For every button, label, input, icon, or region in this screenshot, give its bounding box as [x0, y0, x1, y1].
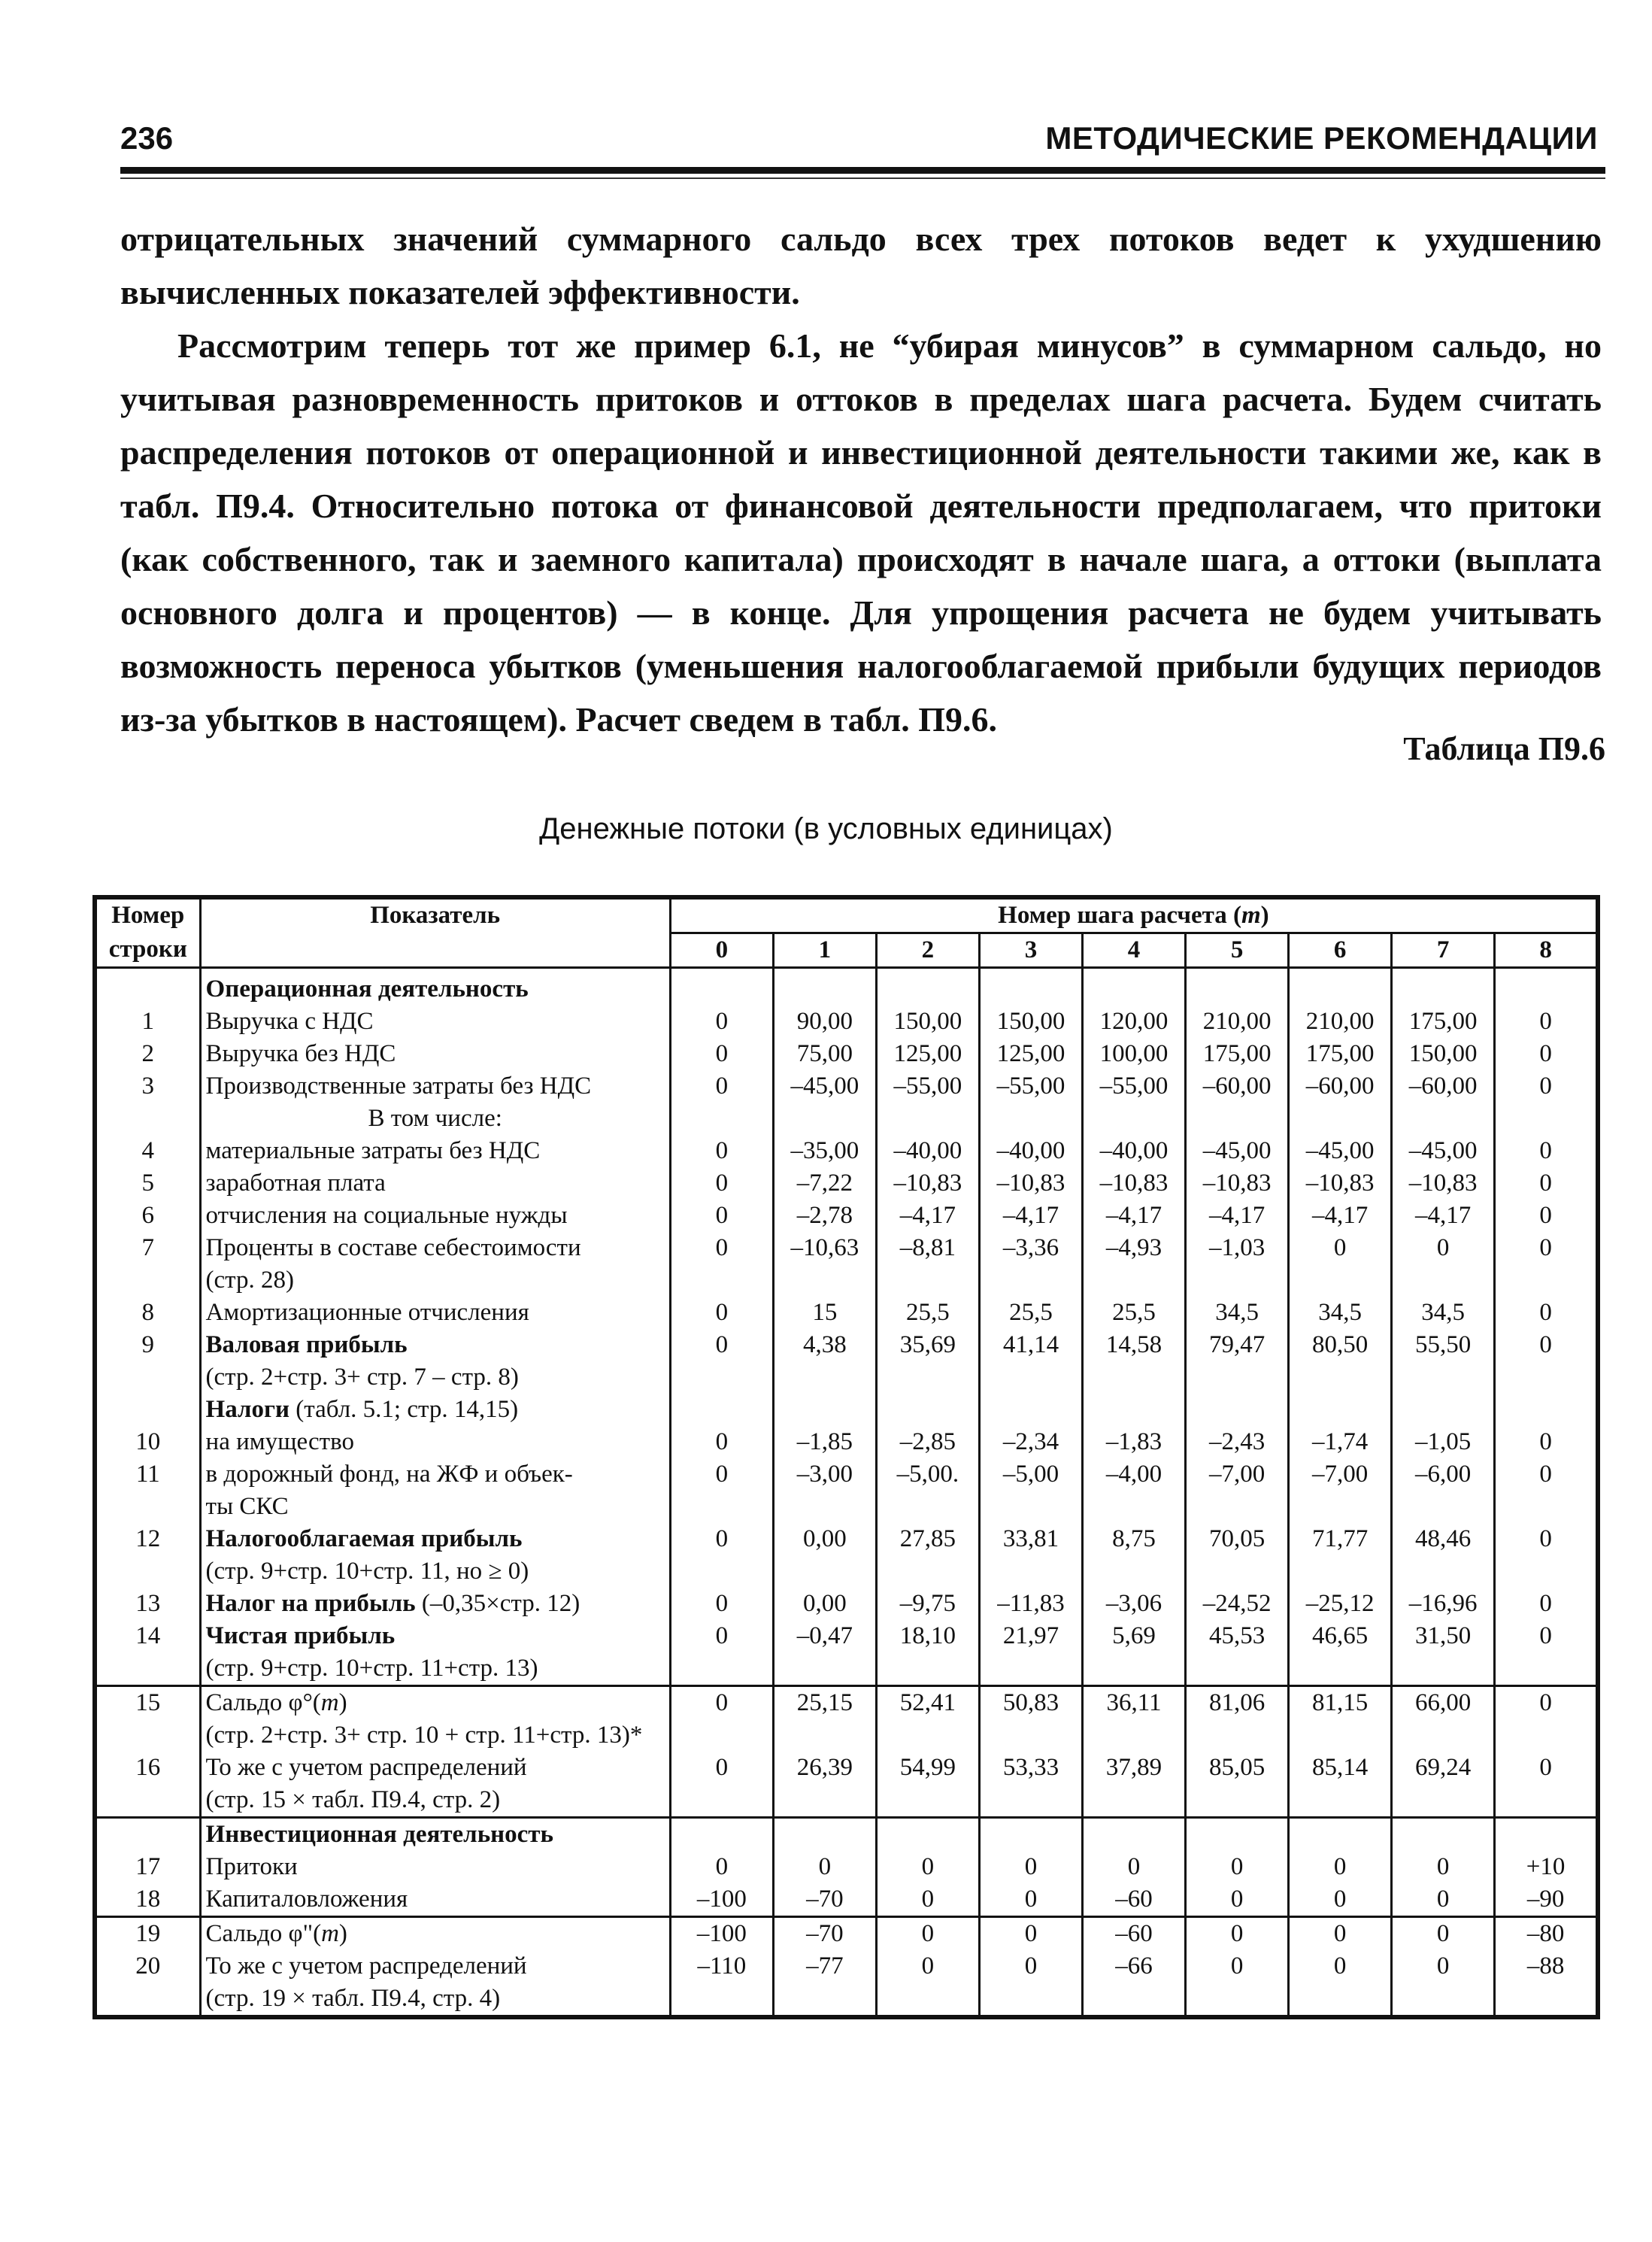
- table-cell: 36,11: [1083, 1686, 1186, 1752]
- table-cell: 0: [1186, 1883, 1289, 1917]
- table-cell: 0: [979, 1883, 1082, 1917]
- row-number: 13: [95, 1588, 200, 1620]
- including-row: [95, 1103, 1598, 1135]
- table-cell: 0: [1495, 1523, 1598, 1588]
- table-cell: 0: [1495, 1752, 1598, 1818]
- table-row: [95, 1070, 1598, 1103]
- row-number: 17: [95, 1851, 200, 1883]
- table-cell: –60: [1083, 1883, 1186, 1917]
- table-cell: 0: [1186, 1917, 1289, 1951]
- table-cell: 0: [1495, 1426, 1598, 1458]
- table-cell: 71,77: [1289, 1523, 1392, 1588]
- table-cell: –45,00: [773, 1070, 876, 1103]
- row-number: 3: [95, 1070, 200, 1103]
- step-5: 5: [1186, 933, 1289, 968]
- table-header-row-1: [95, 897, 1598, 933]
- table-cell: –70: [773, 1917, 876, 1951]
- table-cell: 100,00: [1083, 1038, 1186, 1070]
- table-cell: –3,06: [1083, 1588, 1186, 1620]
- table-cell: 31,50: [1392, 1620, 1495, 1686]
- table-cell: –100: [670, 1917, 773, 1951]
- table-cell: 150,00: [876, 1006, 979, 1038]
- table-header-row-2: [95, 933, 1598, 968]
- table-cell: 0: [670, 1135, 773, 1167]
- row-number: 10: [95, 1426, 200, 1458]
- table-cell: 0: [876, 1950, 979, 2017]
- table-cell: 54,99: [876, 1752, 979, 1818]
- including-label: В том числе:: [200, 1103, 670, 1135]
- indicator-label: Проценты в составе себестоимости (стр. 28): [200, 1232, 670, 1297]
- table-cell: –55,00: [1083, 1070, 1186, 1103]
- table-cell: –2,85: [876, 1426, 979, 1458]
- row-number: 5: [95, 1167, 200, 1200]
- row-number: 19: [95, 1917, 200, 1951]
- row-number: 1: [95, 1006, 200, 1038]
- table-cell: –4,17: [1289, 1200, 1392, 1232]
- table-cell: 0: [979, 1851, 1082, 1883]
- table-cell: 0: [1495, 1686, 1598, 1752]
- table-cell: 34,5: [1289, 1297, 1392, 1329]
- table-cell: –55,00: [876, 1070, 979, 1103]
- table-cell: 175,00: [1392, 1006, 1495, 1038]
- step-1: 1: [773, 933, 876, 968]
- table-cell: –10,83: [1186, 1167, 1289, 1200]
- indicator-label: То же с учетом распределений (стр. 19 × табл. П9.4, стр. 4): [200, 1950, 670, 2017]
- table-cell: 120,00: [1083, 1006, 1186, 1038]
- table-row: [95, 1232, 1598, 1297]
- table-row: [95, 1200, 1598, 1232]
- table-cell: –6,00: [1392, 1458, 1495, 1523]
- table-cell: 50,83: [979, 1686, 1082, 1752]
- table-cell: 66,00: [1392, 1686, 1495, 1752]
- table-cell: 0: [1289, 1232, 1392, 1297]
- table-cell: 0: [1289, 1917, 1392, 1951]
- table-cell: 0: [1495, 1200, 1598, 1232]
- table-cell: 8,75: [1083, 1523, 1186, 1588]
- table-cell: –11,83: [979, 1588, 1082, 1620]
- table-row: [95, 1329, 1598, 1394]
- indicator-label: Налог на прибыль (–0,35×стр. 12): [200, 1588, 670, 1620]
- table-cell: 0: [670, 1297, 773, 1329]
- table-cell: –10,83: [1392, 1167, 1495, 1200]
- table-cell: 27,85: [876, 1523, 979, 1588]
- table-cell: 25,15: [773, 1686, 876, 1752]
- indicator-label: на имущество: [200, 1426, 670, 1458]
- table-cell: 0: [670, 1458, 773, 1523]
- table-cell: 25,5: [979, 1297, 1082, 1329]
- table-cell: –4,17: [979, 1200, 1082, 1232]
- table-cell: –100: [670, 1883, 773, 1917]
- table-cell: 79,47: [1186, 1329, 1289, 1394]
- indicator-label: заработная плата: [200, 1167, 670, 1200]
- table-label: Таблица П9.6: [1403, 730, 1605, 767]
- table-row: [95, 1752, 1598, 1818]
- table-row: [95, 1297, 1598, 1329]
- table-cell: –4,93: [1083, 1232, 1186, 1297]
- table-cell: 0: [1392, 1950, 1495, 2017]
- table-cell: 0: [670, 1329, 773, 1394]
- table-cell: 0: [1495, 1006, 1598, 1038]
- header-steps: Номер шага расчета (m): [670, 897, 1598, 933]
- table-cell: 21,97: [979, 1620, 1082, 1686]
- indicator-label: Амортизационные отчисления: [200, 1297, 670, 1329]
- table-cell: 150,00: [1392, 1038, 1495, 1070]
- table-cell: 0: [979, 1917, 1082, 1951]
- table-cell: –5,00: [979, 1458, 1082, 1523]
- table-cell: 90,00: [773, 1006, 876, 1038]
- step-7: 7: [1392, 933, 1495, 968]
- table-cell: 34,5: [1186, 1297, 1289, 1329]
- table-cell: 125,00: [979, 1038, 1082, 1070]
- table-cell: 0: [670, 1200, 773, 1232]
- table-cell: 33,81: [979, 1523, 1082, 1588]
- indicator-label: Чистая прибыль (стр. 9+стр. 10+стр. 11+стр. 13): [200, 1620, 670, 1686]
- table-cell: 25,5: [1083, 1297, 1186, 1329]
- table-row: [95, 1950, 1598, 2017]
- section-heading-row: [95, 1818, 1598, 1852]
- table-cell: –1,05: [1392, 1426, 1495, 1458]
- header-indicator-blank: [200, 933, 670, 968]
- table-cell: –10,83: [1289, 1167, 1392, 1200]
- table-cell: –7,22: [773, 1167, 876, 1200]
- table-cell: –0,47: [773, 1620, 876, 1686]
- table-cell: 0: [1392, 1232, 1495, 1297]
- row-number: 20: [95, 1950, 200, 2017]
- table-cell: 0: [1392, 1883, 1495, 1917]
- table-row: [95, 1135, 1598, 1167]
- taxes-label: Налоги (табл. 5.1; стр. 14,15): [200, 1394, 670, 1426]
- table-cell: 35,69: [876, 1329, 979, 1394]
- paragraph-1: отрицательных значений суммарного сальдо всех трех потоков ведет к ухудшению вычисленных показателей эффективности.: [120, 220, 1602, 311]
- indicator-label: Производственные затраты без НДС: [200, 1070, 670, 1103]
- running-head: [120, 113, 1598, 161]
- table-cell: 4,38: [773, 1329, 876, 1394]
- table-row: [95, 1883, 1598, 1917]
- table-cell: 0: [670, 1426, 773, 1458]
- table-cell: 53,33: [979, 1752, 1082, 1818]
- table-cell: 0: [670, 1851, 773, 1883]
- step-6: 6: [1289, 933, 1392, 968]
- table-cell: –60: [1083, 1917, 1186, 1951]
- investment-heading: Инвестиционная деятельность: [200, 1818, 670, 1852]
- table-cell: 0: [1083, 1851, 1186, 1883]
- indicator-label: Сальдо φ"(m): [200, 1917, 670, 1951]
- table-cell: 0: [1495, 1232, 1598, 1297]
- table-cell: –24,52: [1186, 1588, 1289, 1620]
- table-cell: 175,00: [1186, 1038, 1289, 1070]
- row-number: 9: [95, 1329, 200, 1394]
- table-cell: –110: [670, 1950, 773, 2017]
- table-cell: –77: [773, 1950, 876, 2017]
- table-cell: –4,17: [1392, 1200, 1495, 1232]
- row-number: 12: [95, 1523, 200, 1588]
- table-cell: –10,83: [979, 1167, 1082, 1200]
- table-cell: 75,00: [773, 1038, 876, 1070]
- table-cell: –8,81: [876, 1232, 979, 1297]
- table-cell: –40,00: [979, 1135, 1082, 1167]
- table-cell: 85,14: [1289, 1752, 1392, 1818]
- section-heading-row: [95, 968, 1598, 1006]
- table-body: [95, 968, 1598, 2018]
- table-cell: 48,46: [1392, 1523, 1495, 1588]
- table-cell: –45,00: [1392, 1135, 1495, 1167]
- table-cell: 0: [670, 1523, 773, 1588]
- table-cell: 0: [773, 1851, 876, 1883]
- table-row: [95, 1458, 1598, 1523]
- table-cell: 0: [1495, 1297, 1598, 1329]
- table-cell: –55,00: [979, 1070, 1082, 1103]
- table-cell: 0: [1392, 1851, 1495, 1883]
- step-3: 3: [979, 933, 1082, 968]
- table-caption: Денежные потоки (в условных единицах): [539, 812, 1113, 845]
- table-cell: –3,36: [979, 1232, 1082, 1297]
- table-cell: 0: [1289, 1851, 1392, 1883]
- table-cell: 26,39: [773, 1752, 876, 1818]
- table-cell: 81,06: [1186, 1686, 1289, 1752]
- table-cell: 34,5: [1392, 1297, 1495, 1329]
- table-cell: 0,00: [773, 1523, 876, 1588]
- row-number: 18: [95, 1883, 200, 1917]
- indicator-label: То же с учетом распределений (стр. 15 × табл. П9.4, стр. 2): [200, 1752, 670, 1818]
- step-0: 0: [670, 933, 773, 968]
- table-cell: 15: [773, 1297, 876, 1329]
- table-cell: –2,34: [979, 1426, 1082, 1458]
- table-cell: 5,69: [1083, 1620, 1186, 1686]
- header-indicator: Показатель: [200, 897, 670, 933]
- table-cell: –4,17: [1083, 1200, 1186, 1232]
- table-cell: –4,17: [1186, 1200, 1289, 1232]
- table-cell: 0: [670, 1620, 773, 1686]
- indicator-label: Валовая прибыль (стр. 2+стр. 3+ стр. 7 – стр. 8): [200, 1329, 670, 1394]
- table-cell: 0,00: [773, 1588, 876, 1620]
- table-cell: 85,05: [1186, 1752, 1289, 1818]
- table-cell: 210,00: [1186, 1006, 1289, 1038]
- table-cell: 70,05: [1186, 1523, 1289, 1588]
- row-number: 15: [95, 1686, 200, 1752]
- table-cell: 0: [1186, 1851, 1289, 1883]
- indicator-label: отчисления на социальные нужды: [200, 1200, 670, 1232]
- table-cell: –40,00: [876, 1135, 979, 1167]
- step-4: 4: [1083, 933, 1186, 968]
- table-cell: 80,50: [1289, 1329, 1392, 1394]
- table-cell: +10: [1495, 1851, 1598, 1883]
- row-number: 11: [95, 1458, 200, 1523]
- indicator-label: Выручка с НДС: [200, 1006, 670, 1038]
- table-cell: –2,78: [773, 1200, 876, 1232]
- row-number: 14: [95, 1620, 200, 1686]
- table-cell: 0: [670, 1752, 773, 1818]
- indicator-label: Притоки: [200, 1851, 670, 1883]
- section-title: МЕТОДИЧЕСКИЕ РЕКОМЕНДАЦИИ: [1045, 120, 1598, 156]
- table-row: [95, 1588, 1598, 1620]
- paragraph-2: Рассмотрим теперь тот же пример 6.1, не “убирая минусов” в суммарном сальдо, но учитывая разновременность притоков и оттоков в пределах шага расчета. Будем считать распределения потоков от операционной и инвестиционной деятельности такими же, как в табл. П9.4. Относительно потока от финансовой деятельности предполагаем, что притоки (как собственного, так и заемного капитала) происходят в начале шага, а оттоки (выплата основного долга и процентов) — в конце. Для упрощения расчета не будем учитывать возможность переноса убытков (уменьшения налогооблагаемой прибыли будущих периодов из-за убытков в настоящем). Расчет сведем в табл. П9.6.: [120, 326, 1602, 739]
- table-cell: 25,5: [876, 1297, 979, 1329]
- table-cell: 0: [1289, 1883, 1392, 1917]
- indicator-label: Капиталовложения: [200, 1883, 670, 1917]
- table-cell: 0: [876, 1851, 979, 1883]
- row-number: 16: [95, 1752, 200, 1818]
- table-cell: 18,10: [876, 1620, 979, 1686]
- table-cell: 0: [670, 1686, 773, 1752]
- table-cell: –1,85: [773, 1426, 876, 1458]
- table-row: [95, 1523, 1598, 1588]
- operating-heading: Операционная деятельность: [200, 968, 670, 1006]
- table-cell: 150,00: [979, 1006, 1082, 1038]
- table-row: [95, 1006, 1598, 1038]
- row-number: 2: [95, 1038, 200, 1070]
- table-cell: –1,74: [1289, 1426, 1392, 1458]
- table-cell: –60,00: [1392, 1070, 1495, 1103]
- step-2: 2: [876, 933, 979, 968]
- table-cell: 0: [670, 1232, 773, 1297]
- table-cell: 0: [1392, 1917, 1495, 1951]
- table-cell: 210,00: [1289, 1006, 1392, 1038]
- table-cell: 0: [1495, 1458, 1598, 1523]
- table-cell: 0: [1495, 1620, 1598, 1686]
- table-cell: –40,00: [1083, 1135, 1186, 1167]
- header-rule-thin: [120, 177, 1605, 179]
- table-cell: –88: [1495, 1950, 1598, 2017]
- header-rule: [120, 167, 1605, 174]
- table-cell: –60,00: [1186, 1070, 1289, 1103]
- table-cell: –16,96: [1392, 1588, 1495, 1620]
- row-number: 6: [95, 1200, 200, 1232]
- table-cell: 0: [876, 1883, 979, 1917]
- table-cell: –10,63: [773, 1232, 876, 1297]
- table-row: [95, 1686, 1598, 1752]
- table-cell: –7,00: [1186, 1458, 1289, 1523]
- indicator-label: материальные затраты без НДС: [200, 1135, 670, 1167]
- indicator-label: Сальдо φ°(m) (стр. 2+стр. 3+ стр. 10 + стр. 11+стр. 13)*: [200, 1686, 670, 1752]
- table-cell: –35,00: [773, 1135, 876, 1167]
- table-cell: –70: [773, 1883, 876, 1917]
- table-cell: –3,00: [773, 1458, 876, 1523]
- table-cell: 0: [1289, 1950, 1392, 2017]
- table-row: [95, 1620, 1598, 1686]
- table-cell: –25,12: [1289, 1588, 1392, 1620]
- table-cell: 0: [1495, 1135, 1598, 1167]
- table-cell: 0: [1186, 1950, 1289, 2017]
- table-cell: 52,41: [876, 1686, 979, 1752]
- table-cell: –9,75: [876, 1588, 979, 1620]
- indicator-label: Выручка без НДС: [200, 1038, 670, 1070]
- table-cell: 0: [670, 1167, 773, 1200]
- table-cell: 0: [670, 1588, 773, 1620]
- table-cell: –45,00: [1289, 1135, 1392, 1167]
- table-cell: 0: [1495, 1329, 1598, 1394]
- cash-flow-table: [92, 895, 1600, 2019]
- row-number: 7: [95, 1232, 200, 1297]
- table-cell: 125,00: [876, 1038, 979, 1070]
- table-cell: 81,15: [1289, 1686, 1392, 1752]
- table-cell: –10,83: [1083, 1167, 1186, 1200]
- page-number: 236: [120, 120, 174, 156]
- indicator-label: в дорожный фонд, на ЖФ и объек- ты СКС: [200, 1458, 670, 1523]
- table-cell: 0: [670, 1070, 773, 1103]
- body-text: [120, 212, 1602, 746]
- table-cell: 46,65: [1289, 1620, 1392, 1686]
- table-cell: –1,03: [1186, 1232, 1289, 1297]
- table-cell: 0: [876, 1917, 979, 1951]
- table-cell: 37,89: [1083, 1752, 1186, 1818]
- header-row-number: Номер: [95, 897, 200, 933]
- taxes-row: [95, 1394, 1598, 1426]
- table-cell: 0: [1495, 1588, 1598, 1620]
- table-cell: 0: [670, 1038, 773, 1070]
- table-cell: –66: [1083, 1950, 1186, 2017]
- indicator-label: Налогооблагаемая прибыль (стр. 9+стр. 10+стр. 11, но ≥ 0): [200, 1523, 670, 1588]
- table-cell: –10,83: [876, 1167, 979, 1200]
- table-cell: –5,00.: [876, 1458, 979, 1523]
- table-cell: 175,00: [1289, 1038, 1392, 1070]
- table-cell: 41,14: [979, 1329, 1082, 1394]
- table-cell: –45,00: [1186, 1135, 1289, 1167]
- row-number: 8: [95, 1297, 200, 1329]
- table-cell: 14,58: [1083, 1329, 1186, 1394]
- table-cell: 0: [1495, 1070, 1598, 1103]
- table-cell: 0: [670, 1006, 773, 1038]
- table-cell: –1,83: [1083, 1426, 1186, 1458]
- table-cell: –4,17: [876, 1200, 979, 1232]
- table-row: [95, 1851, 1598, 1883]
- table-cell: –80: [1495, 1917, 1598, 1951]
- step-8: 8: [1495, 933, 1598, 968]
- table-cell: –2,43: [1186, 1426, 1289, 1458]
- table-cell: 69,24: [1392, 1752, 1495, 1818]
- table-row: [95, 1038, 1598, 1070]
- table-cell: 55,50: [1392, 1329, 1495, 1394]
- table-cell: 0: [1495, 1038, 1598, 1070]
- table-cell: –60,00: [1289, 1070, 1392, 1103]
- table-cell: –90: [1495, 1883, 1598, 1917]
- header-row-number-2: строки: [95, 933, 200, 968]
- table-row: [95, 1917, 1598, 1951]
- row-number: 4: [95, 1135, 200, 1167]
- table-cell: 45,53: [1186, 1620, 1289, 1686]
- table-cell: 0: [979, 1950, 1082, 2017]
- table-row: [95, 1167, 1598, 1200]
- table-cell: –7,00: [1289, 1458, 1392, 1523]
- table-cell: 0: [1495, 1167, 1598, 1200]
- table-row: [95, 1426, 1598, 1458]
- table-cell: –4,00: [1083, 1458, 1186, 1523]
